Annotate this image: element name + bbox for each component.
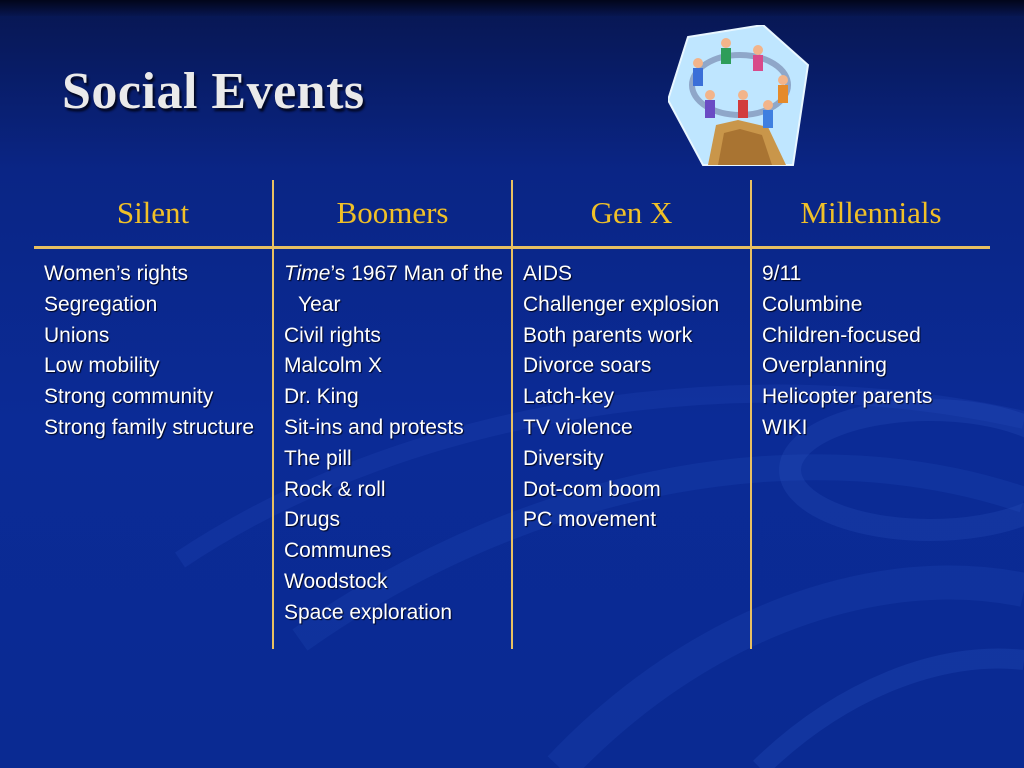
list-item: Strong family structure	[44, 415, 255, 439]
list-item: Low mobility	[44, 354, 160, 378]
list-item: Rock & roll	[284, 477, 386, 501]
list-item	[284, 259, 511, 321]
list-item: Columbine	[762, 292, 863, 316]
list-item: 9/11	[762, 262, 802, 285]
list-item: PC movement	[523, 508, 657, 532]
list-item: Sit-ins and protests	[284, 415, 464, 439]
list-item: Strong community	[44, 385, 214, 409]
list-item: Drugs	[284, 508, 341, 532]
gen-x-events-list	[523, 259, 750, 536]
list-item: Unions	[44, 323, 110, 347]
table-header-row	[34, 180, 990, 248]
column-millennials	[751, 248, 990, 650]
column-gen-x	[512, 248, 751, 650]
list-item: Latch-key	[523, 385, 615, 409]
column-header-boomers: Boomers	[273, 180, 512, 248]
list-item: TV violence	[523, 415, 633, 439]
column-header-gen-x: Gen X	[512, 180, 751, 248]
list-item: Dr. King	[284, 385, 359, 409]
list-item: Women’s rights	[44, 262, 188, 285]
list-item: The pill	[284, 446, 352, 470]
list-item: Children-focused	[762, 323, 921, 347]
table-body-row	[34, 248, 990, 650]
list-item-text: ’s 1967 Man of the Year	[298, 262, 503, 316]
list-item: Overplanning	[762, 354, 887, 378]
list-item: WIKI	[762, 415, 808, 439]
slide-title: Social Events	[62, 63, 365, 120]
list-item: AIDS	[523, 262, 573, 285]
list-item: Helicopter parents	[762, 385, 933, 409]
column-header-millennials: Millennials	[751, 180, 990, 248]
social-events-table	[34, 180, 990, 649]
list-item: Dot-com boom	[523, 477, 661, 501]
list-item: Both parents work	[523, 323, 693, 347]
list-item: Challenger explosion	[523, 292, 720, 316]
list-item: Diversity	[523, 446, 604, 470]
list-item: Communes	[284, 539, 392, 563]
people-circle-on-rock-clipart-icon	[668, 25, 813, 170]
list-item: Malcolm X	[284, 354, 383, 378]
column-header-silent: Silent	[34, 180, 273, 248]
list-item: Space exploration	[284, 600, 453, 624]
column-silent	[34, 248, 273, 650]
column-boomers	[273, 248, 512, 650]
list-item: Divorce soars	[523, 354, 652, 378]
magazine-title: Time	[284, 262, 331, 285]
silent-events-list	[44, 259, 272, 444]
millennials-events-list	[762, 259, 990, 444]
boomers-events-list	[284, 259, 511, 629]
list-item: Segregation	[44, 292, 158, 316]
list-item: Civil rights	[284, 323, 381, 347]
list-item: Woodstock	[284, 569, 388, 593]
